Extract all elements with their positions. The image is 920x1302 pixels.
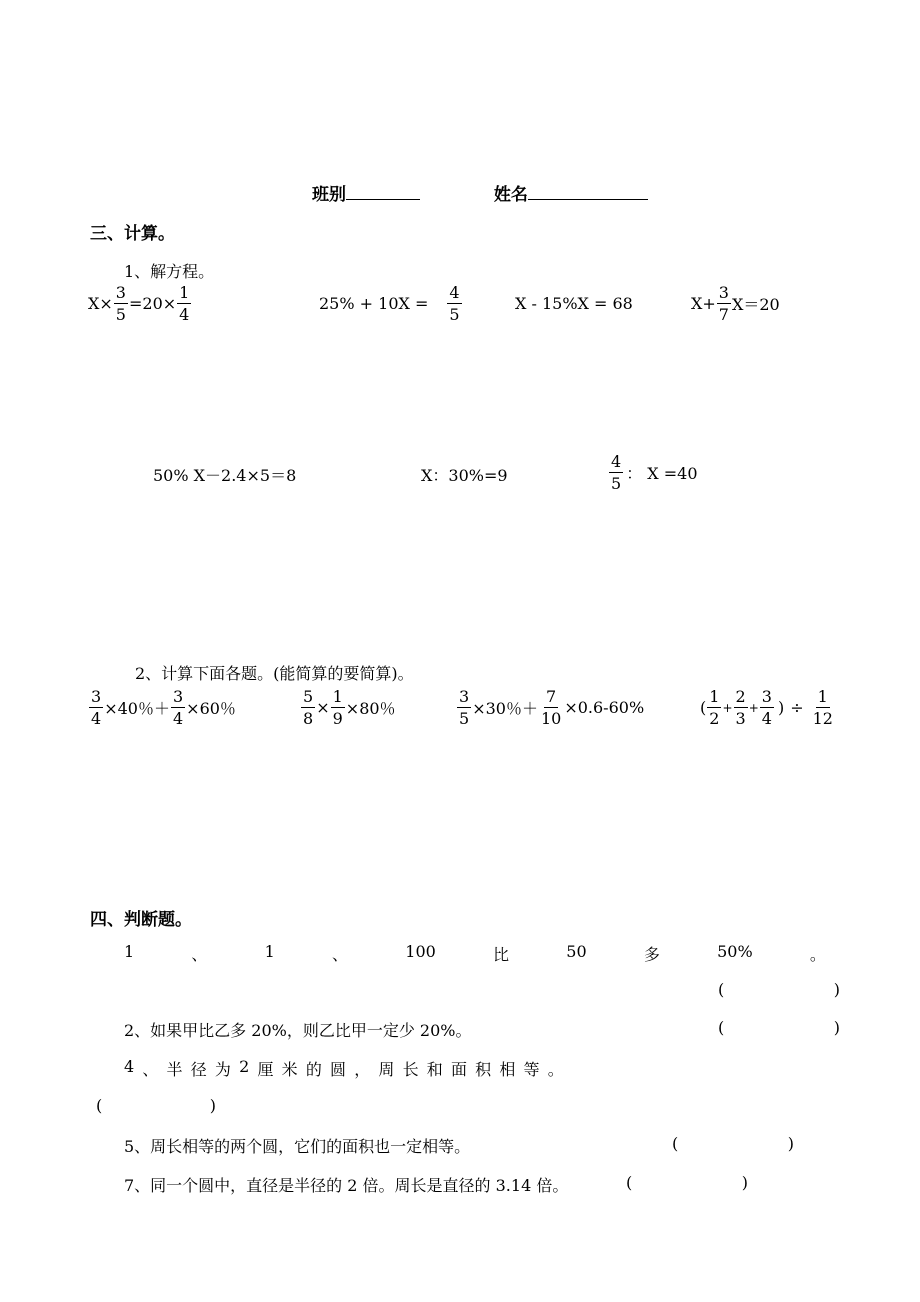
token: 等 <box>523 1060 540 1079</box>
judge-item-4 <box>124 1057 564 1080</box>
eq4-post: X＝20 <box>731 295 780 314</box>
den: 7 <box>718 305 729 324</box>
e4-plus-1: + <box>722 700 733 715</box>
token: 比 <box>493 945 510 964</box>
judge-item-5: 5、周长相等的两个圆，它们的面积也一定相等。 <box>124 1137 471 1156</box>
den: 5 <box>115 305 126 324</box>
token: 相 <box>499 1060 516 1079</box>
den: 8 <box>303 709 314 728</box>
e2-mid: × <box>316 698 330 717</box>
token: 、 <box>332 945 349 964</box>
q1-title: 1、解方程。 <box>124 262 215 281</box>
token: 多 <box>643 945 660 964</box>
section3-title: 三、计算。 <box>90 224 175 244</box>
den: 5 <box>459 709 470 728</box>
num: 7 <box>546 687 557 706</box>
e2-fraction-a <box>301 688 315 727</box>
num: 3 <box>91 687 102 706</box>
expression-2 <box>300 688 396 727</box>
paren-open: ( <box>718 1018 725 1037</box>
num: 2 <box>735 687 746 706</box>
den: 2 <box>709 709 720 728</box>
token: 。 <box>547 1060 564 1079</box>
e4-fraction-b <box>734 688 748 727</box>
class-label: 班别 <box>312 185 346 205</box>
answer-blank-7[interactable] <box>626 1173 748 1192</box>
e4-divide: ÷ <box>790 698 804 717</box>
e2-fraction-b <box>331 688 345 727</box>
den: 9 <box>332 709 343 728</box>
num: 1 <box>332 687 343 706</box>
eq4-fraction <box>717 284 731 323</box>
eq1-mid: =20× <box>128 294 177 313</box>
token: 50% <box>717 942 753 961</box>
token: 、 <box>142 1060 159 1079</box>
den: 4 <box>172 709 184 728</box>
num: 3 <box>172 687 184 706</box>
eq1-pre: X× <box>88 294 113 313</box>
den: 12 <box>812 709 833 728</box>
den: 4 <box>91 709 102 728</box>
token: 厘 <box>257 1060 274 1079</box>
e3-mid: ×30％＋ <box>472 699 538 718</box>
header <box>312 180 648 205</box>
class-blank[interactable] <box>346 184 420 200</box>
e1-fraction-b <box>171 688 185 727</box>
e1-mid: ×40％＋ <box>104 699 170 718</box>
token: 积 <box>475 1060 492 1079</box>
token: 2 <box>239 1057 250 1076</box>
token: 圆 <box>330 1060 347 1079</box>
judge-item-7: 7、同一个圆中，直径是半径的 2 倍。周长是直径的 3.14 倍。 <box>124 1176 569 1195</box>
token: 面 <box>450 1060 467 1079</box>
den: 4 <box>761 709 772 728</box>
e4-fraction-d <box>811 688 835 727</box>
equation-5: 50% X－2.4×5＝8 <box>153 466 297 485</box>
den: 10 <box>540 709 562 728</box>
token: 长 <box>402 1060 419 1079</box>
equation-1 <box>88 284 192 323</box>
num: 1 <box>179 283 190 302</box>
judge-item-1 <box>124 942 826 965</box>
name-blank[interactable] <box>528 184 648 200</box>
token: 米 <box>281 1060 298 1079</box>
equation-6: X：30%=9 <box>421 466 508 485</box>
e4-fraction-c <box>760 688 774 727</box>
token: 4 <box>124 1057 135 1076</box>
eq2-fraction <box>447 284 461 323</box>
num: 3 <box>459 687 470 706</box>
token: 100 <box>405 942 436 961</box>
token: 、 <box>191 945 208 964</box>
answer-blank-4[interactable] <box>96 1096 216 1115</box>
e2-post: ×80％ <box>345 699 396 718</box>
e4-close-paren: ) <box>777 698 785 717</box>
eq7-fraction <box>609 453 623 492</box>
equation-2 <box>319 284 463 323</box>
equation-7 <box>608 453 698 492</box>
answer-blank-1[interactable] <box>718 980 840 999</box>
num: 4 <box>611 452 622 471</box>
e3-post: ×0.6-60% <box>564 698 645 717</box>
paren-close: ) <box>787 1134 794 1153</box>
e4-fraction-a <box>707 688 721 727</box>
token: 和 <box>426 1060 443 1079</box>
e4-plus-2: + <box>748 700 759 715</box>
equation-3: X - 15%X = 68 <box>515 294 633 313</box>
paren-open: ( <box>718 980 725 999</box>
expression-3 <box>456 688 644 727</box>
den: 5 <box>449 305 460 324</box>
num: 3 <box>115 283 126 302</box>
token: 1 <box>124 942 135 961</box>
eq4-pre: X+ <box>691 294 716 313</box>
name-label: 姓名 <box>493 185 528 205</box>
paren-close: ) <box>833 1018 840 1037</box>
num: 3 <box>718 283 729 302</box>
paren-open: ( <box>96 1096 103 1115</box>
paren-open: ( <box>626 1173 633 1192</box>
e3-fraction-b <box>539 688 563 727</box>
token: 。 <box>809 945 826 964</box>
paren-open: ( <box>672 1134 679 1153</box>
token: ， <box>354 1060 371 1079</box>
answer-blank-5[interactable] <box>672 1134 794 1153</box>
e3-fraction-a <box>457 688 471 727</box>
e1-fraction-a <box>89 688 103 727</box>
token: 为 <box>214 1060 231 1079</box>
eq1-fraction-b <box>177 284 191 323</box>
eq1-fraction-a <box>114 284 128 323</box>
den: 4 <box>179 305 190 324</box>
num: 4 <box>449 283 460 302</box>
equation-4 <box>691 284 780 323</box>
paren-close: ) <box>209 1096 216 1115</box>
num: 3 <box>761 687 772 706</box>
e4-open-paren: ( <box>700 698 707 717</box>
paren-close: ) <box>741 1173 748 1192</box>
token: 1 <box>264 942 275 961</box>
den: 5 <box>611 474 622 493</box>
num: 1 <box>709 687 720 706</box>
den: 3 <box>735 709 746 728</box>
token: 半 <box>166 1060 183 1079</box>
token: 50 <box>566 942 587 961</box>
token: 的 <box>305 1060 322 1079</box>
num: 1 <box>817 687 828 706</box>
token: 径 <box>190 1060 207 1079</box>
num: 5 <box>303 687 314 706</box>
answer-blank-2[interactable] <box>718 1018 840 1037</box>
eq7-post: ： X =40 <box>626 464 698 483</box>
e1-post: ×60％ <box>186 699 236 718</box>
token: 周 <box>378 1060 395 1079</box>
q2-title: 2、计算下面各题。(能简算的要简算)。 <box>135 664 414 683</box>
judge-item-2: 2、如果甲比乙多 20%，则乙比甲一定少 20%。 <box>124 1021 472 1040</box>
section4-title: 四、判断题。 <box>90 910 192 930</box>
expression-4 <box>700 688 836 727</box>
expression-1 <box>88 688 236 727</box>
eq2-pre: 25% + 10X = <box>319 294 429 313</box>
paren-close: ) <box>833 980 840 999</box>
